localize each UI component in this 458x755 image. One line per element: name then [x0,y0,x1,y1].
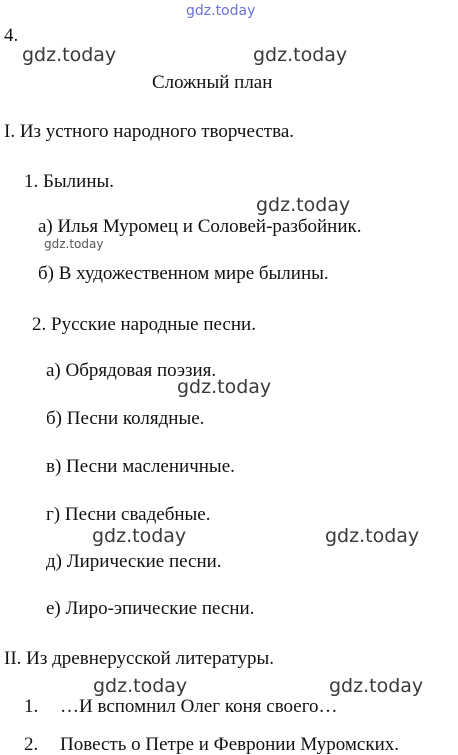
list-item-number: 1. [24,696,39,717]
plan-title: Сложный план [152,72,273,93]
section-heading: I. Из устного народного творчества. [4,121,295,142]
watermark: gdz.today [177,376,272,398]
list-item: б) Песни колядные. [46,408,205,429]
list-item: е) Лиро-эпические песни. [46,598,255,619]
watermark: gdz.today [44,237,104,251]
section-heading: II. Из древнерусской литературы. [4,648,274,669]
list-item: в) Песни масленичные. [46,456,235,477]
watermark: gdz.today [253,44,348,66]
watermark: gdz.today [256,194,351,216]
list-item: д) Лирические песни. [46,551,222,572]
list-item: …И вспомнил Олег коня своего… [60,696,338,717]
task-number: 4. [4,25,19,46]
watermark: gdz.today [329,675,424,697]
watermark: gdz.today [93,675,188,697]
list-item: а) Обрядовая поэзия. [46,360,217,381]
watermark: gdz.today [92,525,187,547]
list-item: б) В художественном мире былины. [38,263,329,284]
subsection-heading: 2. Русские народные песни. [32,314,256,335]
list-item-number: 2. [24,734,39,755]
watermark: gdz.today [325,525,420,547]
watermark-top: gdz.today [186,3,256,19]
subsection-heading: 1. Былины. [24,171,115,192]
list-item: Повесть о Петре и Февронии Муромских. [60,734,400,755]
watermark: gdz.today [22,44,117,66]
list-item: г) Песни свадебные. [46,504,211,525]
list-item: а) Илья Муромец и Соловей-разбойник. [38,216,362,237]
